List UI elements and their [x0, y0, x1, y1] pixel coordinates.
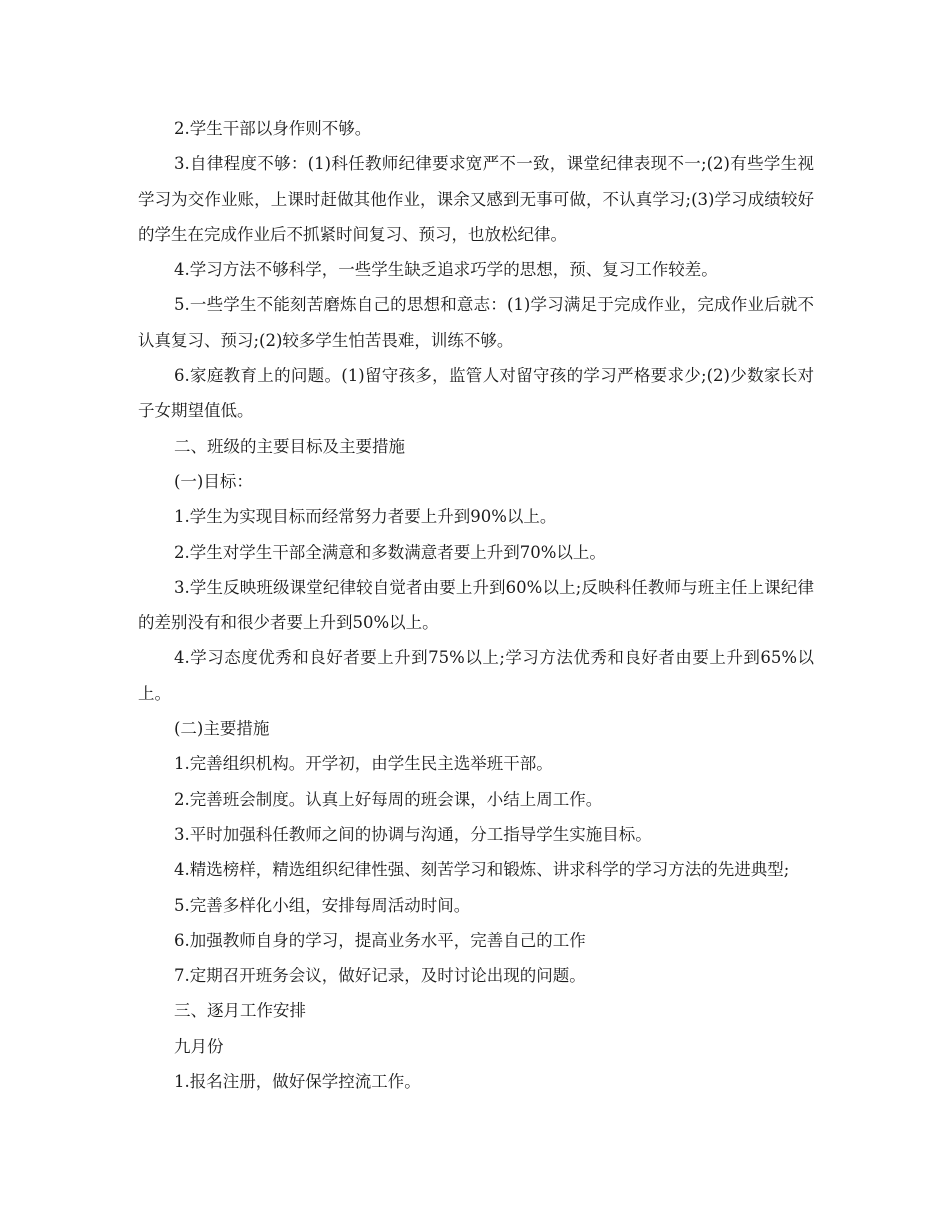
- section-heading-3: 三、逐月工作安排: [174, 1001, 306, 1021]
- month-heading-september: 九月份: [174, 1036, 224, 1056]
- measure-item-1: 1.完善组织机构。开学初，由学生民主选举班干部。: [174, 754, 553, 774]
- paragraph-item-4: 4.学习方法不够科学，一些学生缺乏追求巧学的思想，预、复习工作较差。: [174, 260, 718, 280]
- september-item-1: 1.报名注册，做好保学控流工作。: [174, 1072, 421, 1092]
- goal-item-4: 4.学习态度优秀和良好者要上升到75%以上;学习方法优秀和良好者由要上升到65%以上。: [138, 648, 814, 703]
- goal-item-1: 1.学生为实现目标而经常努力者要上升到90%以上。: [174, 507, 557, 527]
- measure-item-3: 3.平时加强科任教师之间的协调与沟通，分工指导学生实施目标。: [174, 824, 652, 844]
- paragraph-item-3: 3.自律程度不够：(1)科任教师纪律要求宽严不一致，课堂纪律表现不一;(2)有些学生视学习为交作业账，上课时赶做其他作业，课余又感到无事可做，不认真学习;(3)学习成绩较好的学生在完成作业后不抓紧时间复习、预习，也放松纪律。: [138, 154, 814, 244]
- measure-item-7: 7.定期召开班务会议，做好记录，及时讨论出现的问题。: [174, 966, 586, 986]
- paragraph-item-6: 6.家庭教育上的问题。(1)留守孩多，监管人对留守孩的学习严格要求少;(2)少数家长对子女期望值低。: [138, 366, 814, 421]
- subheading-goals: (一)目标：: [174, 471, 253, 491]
- measure-item-6: 6.加强教师自身的学习，提高业务水平，完善自己的工作: [174, 930, 586, 950]
- paragraph-item-5: 5.一些学生不能刻苦磨炼自己的思想和意志：(1)学习满足于完成作业，完成作业后就不认真复习、预习;(2)较多学生怕苦畏难，训练不够。: [138, 295, 814, 350]
- measure-item-5: 5.完善多样化小组，安排每周活动时间。: [174, 895, 471, 915]
- measure-item-4: 4.精选榜样，精选组织纪律性强、刻苦学习和锻炼、讲求科学的学习方法的先进典型;: [174, 860, 790, 880]
- goal-item-2: 2.学生对学生干部全满意和多数满意者要上升到70%以上。: [174, 542, 606, 562]
- section-heading-2: 二、班级的主要目标及主要措施: [174, 436, 405, 456]
- subheading-measures: (二)主要措施: [174, 719, 270, 739]
- measure-item-2: 2.完善班会制度。认真上好每周的班会课，小结上周工作。: [174, 789, 603, 809]
- goal-item-3: 3.学生反映班级课堂纪律较自觉者由要上升到60%以上;反映科任教师与班主任上课纪律的差别没有和很少者要上升到50%以上。: [138, 577, 814, 633]
- paragraph-item-2: 2.学生干部以身作则不够。: [174, 119, 372, 138]
- document-body: [138, 111, 814, 1099]
